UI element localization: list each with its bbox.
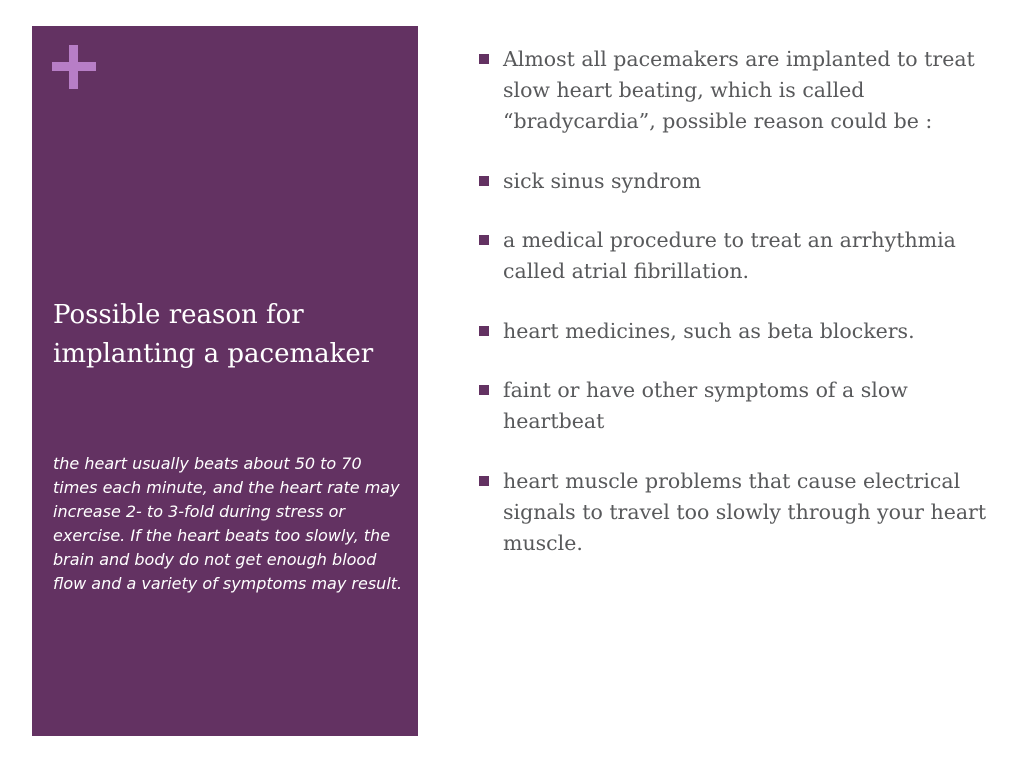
bullet-text: heart muscle problems that cause electrical signals to travel too slowly through your heart muscle. [503, 468, 987, 555]
bullet-text: heart medicines, such as beta blockers. [503, 318, 915, 343]
bullet-text: Almost all pacemakers are implanted to treat slow heart beating, which is called “bradycardia”, possible reason could be : [503, 47, 975, 133]
bullet-item [478, 44, 988, 137]
square-bullet-icon [479, 176, 489, 186]
bullet-item [478, 375, 988, 437]
bullet-text: a medical procedure to treat an arrhythmia called atrial fibrillation. [503, 228, 956, 283]
plus-icon [52, 45, 96, 89]
title-panel [32, 26, 418, 736]
bullet-item [478, 225, 988, 287]
square-bullet-icon [479, 476, 489, 486]
bullet-item [478, 466, 988, 559]
square-bullet-icon [479, 54, 489, 64]
slide-subtitle: the heart usually beats about 50 to 70 times each minute, and the heart rate may increase 2- to 3-fold during stress or exercise. If the heart beats too slowly, the brain and body do not get enough blood flow and a variety of symptoms may result. [53, 454, 403, 593]
square-bullet-icon [479, 385, 489, 395]
square-bullet-icon [479, 326, 489, 336]
bullet-item [478, 166, 988, 197]
square-bullet-icon [479, 235, 489, 245]
bullet-list [478, 44, 988, 587]
slide-title: Possible reason for implanting a pacemaker [53, 300, 374, 369]
bullet-text: sick sinus syndrom [503, 168, 702, 193]
bullet-item [478, 316, 988, 347]
bullet-text: faint or have other symptoms of a slow heartbeat [503, 378, 908, 433]
